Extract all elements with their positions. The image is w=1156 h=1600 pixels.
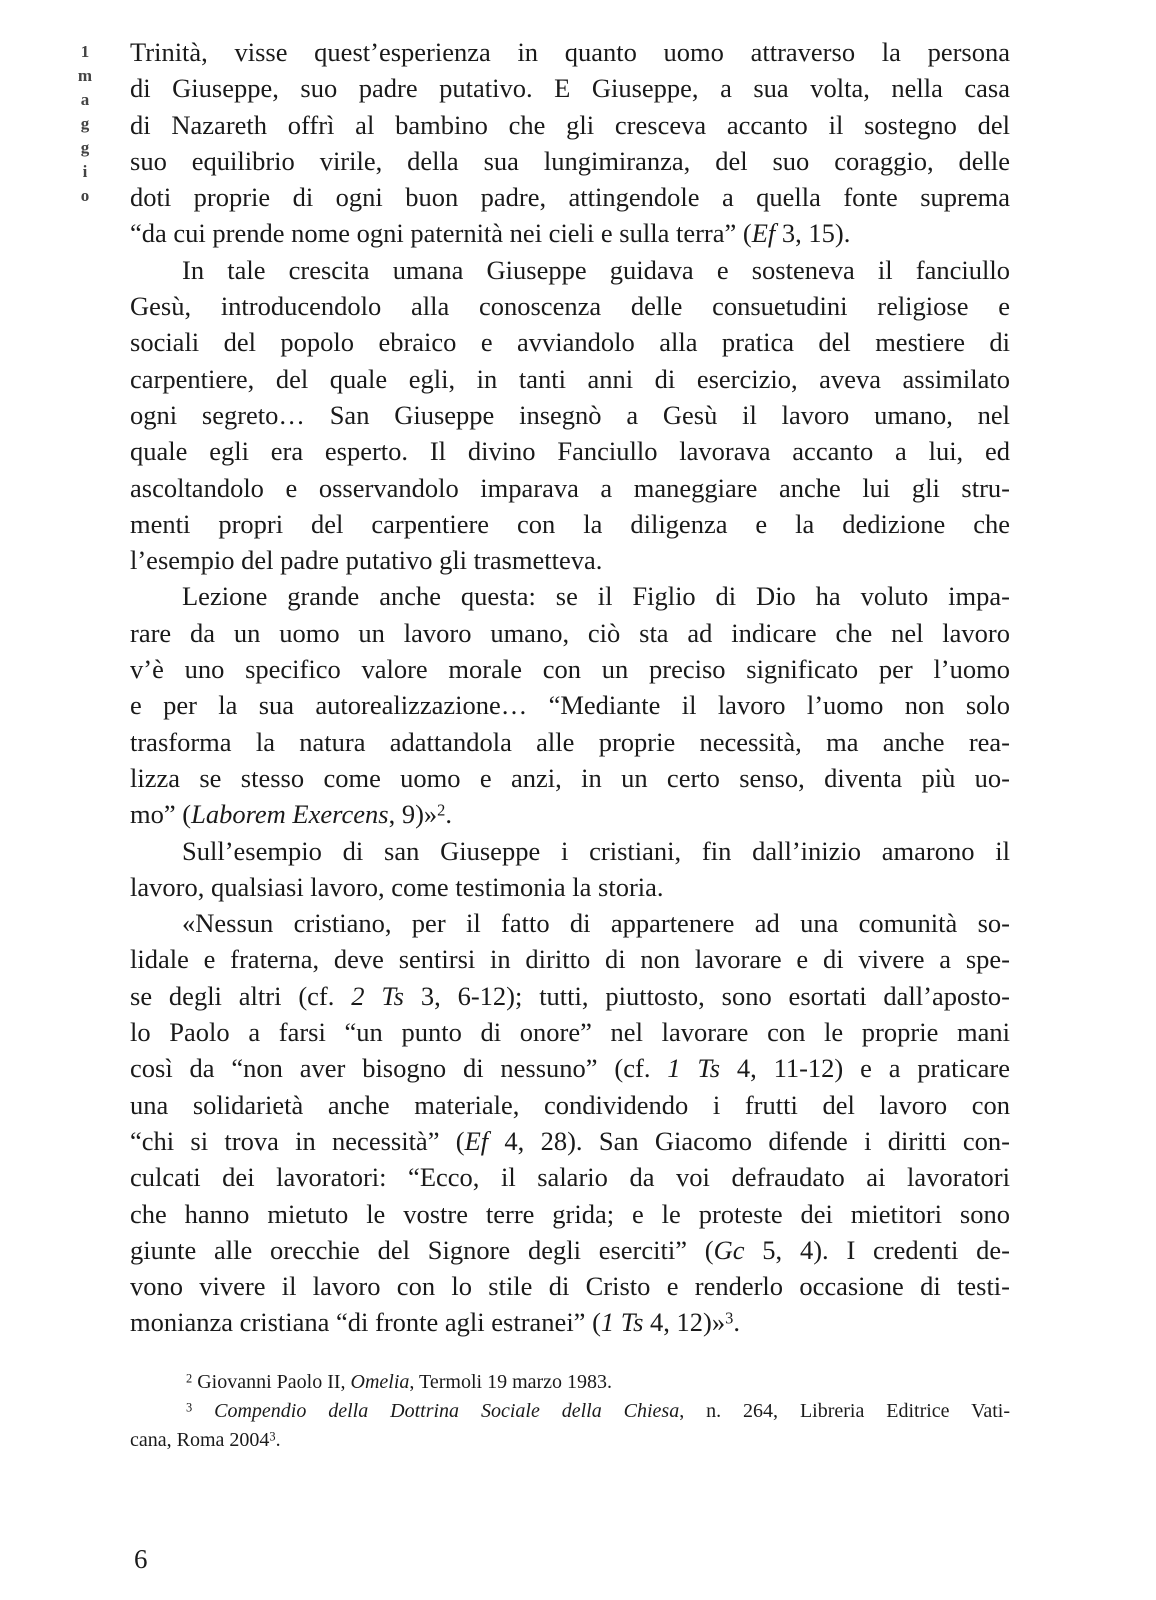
header-letter: o	[80, 186, 90, 205]
text-line: “chi si trova in necessità” (Ef 4, 28). San Giacomo difende i diritti con-	[130, 1125, 1010, 1156]
text-line: rare da un uomo un lavoro umano, ciò sta ad indicare che nel lavoro	[130, 617, 1010, 648]
text-line: così da “non aver bisogno di nessuno” (cf. 1 Ts 4, 11-12) e a praticare	[130, 1053, 1010, 1084]
footnote-line: $^3$ Compendio della Dottrina Sociale della Chiesa, n. 264, Libreria Editrice Vati-	[186, 1400, 1010, 1422]
text-line: “da cui prende nome ogni paternità nei cieli e sulla terra” (Ef 3, 15).	[130, 218, 851, 249]
text-line: trasforma la natura adattandola alle proprie necessità, ma anche rea-	[130, 726, 1010, 757]
footnote-line: cana, Roma 2004$^3$.	[130, 1429, 281, 1451]
page-number: 6	[134, 1544, 148, 1574]
text-line: lo Paolo a farsi “un punto di onore” nel lavorare con le proprie mani	[130, 1017, 1010, 1048]
text-line: l’esempio del padre putativo gli trasmetteva.	[130, 545, 603, 576]
text-line: In tale crescita umana Giuseppe guidava e sosteneva il fanciullo	[182, 254, 1010, 285]
main-text	[130, 34, 1010, 1341]
text-line: quale egli era esperto. Il divino Fanciullo lavorava accanto a lui, ed	[130, 436, 1010, 467]
text-line: «Nessun cristiano, per il fatto di appartenere ad una comunità so-	[182, 908, 1010, 939]
text-line: monianza cristiana “di fronte agli estranei” (1 Ts 4, 12)»$^3$.	[130, 1307, 740, 1338]
text-line: v’è uno specifico valore morale con un preciso significato per l’uomo	[130, 654, 1010, 685]
text-line: Lezione grande anche questa: se il Figlio di Dio ha voluto impa-	[182, 581, 1010, 612]
text-line: lidale e fraterna, deve sentirsi in diritto di non lavorare e di vivere a spe-	[130, 944, 1010, 975]
text-line: ogni segreto… San Giuseppe insegnò a Gesù il lavoro umano, nel	[130, 399, 1010, 430]
text-line: di Nazareth offrì al bambino che gli cresceva accanto il sostegno del	[130, 109, 1010, 140]
text-line: vono vivere il lavoro con lo stile di Cristo e renderlo occasione di testi-	[130, 1271, 1010, 1302]
text-line: che hanno mietuto le vostre terre grida; e le proteste dei mietitori sono	[130, 1198, 1010, 1229]
text-line: ascoltandolo e osservandolo imparava a maneggiare anche lui gli stru-	[130, 472, 1010, 503]
text-line: culcati dei lavoratori: “Ecco, il salario da voi defraudato ai lavoratori	[130, 1162, 1010, 1193]
header-letter: i	[82, 162, 88, 181]
text-line: se degli altri (cf. 2 Ts 3, 6-12); tutti, piuttosto, sono esortati dall’aposto-	[130, 980, 1010, 1011]
footnotes	[130, 1368, 1010, 1455]
text-line: lavoro, qualsiasi lavoro, come testimonia la storia.	[130, 871, 664, 902]
text-line: Trinità, visse quest’esperienza in quanto uomo attraverso la persona	[130, 37, 1010, 67]
text-line: carpentiere, del quale egli, in tanti anni di esercizio, aveva assimilato	[130, 363, 1010, 394]
footnote-line: $^2$ Giovanni Paolo II, Omelia, Termoli 19 marzo 1983.	[186, 1371, 613, 1393]
text-line: sociali del popolo ebraico e avviandolo alla pratica del mestiere di	[130, 327, 1010, 358]
header-letter: a	[80, 90, 90, 109]
text-line: doti proprie di ogni buon padre, attingendole a quella fonte suprema	[130, 182, 1010, 213]
text-line: Sull’esempio di san Giuseppe i cristiani, fin dall’inizio amarono il	[182, 835, 1010, 866]
header-letter: 1	[80, 42, 90, 61]
text-line: di Giuseppe, suo padre putativo. E Giuseppe, a sua volta, nella casa	[130, 73, 1010, 104]
header-letter: g	[80, 138, 90, 157]
text-line: lizza se stesso come uomo e anzi, in un certo senso, diventa più uo-	[130, 762, 1010, 793]
running-header-vertical	[74, 40, 96, 208]
text-line: una solidarietà anche materiale, condividendo i frutti del lavoro con	[130, 1089, 1010, 1120]
text-line: Gesù, introducendolo alla conoscenza delle consuetudini religiose e	[130, 291, 1010, 322]
text-line: e per la sua autorealizzazione… “Mediante il lavoro l’uomo non solo	[130, 690, 1010, 721]
text-line: suo equilibrio virile, della sua lungimiranza, del suo coraggio, delle	[130, 145, 1010, 176]
header-letter: m	[77, 66, 93, 85]
text-line: giunte alle orecchie del Signore degli eserciti” (Gc 5, 4). I credenti de-	[130, 1234, 1011, 1265]
text-line: menti propri del carpentiere con la diligenza e la dedizione che	[130, 508, 1010, 539]
text-line: mo” (Laborem Exercens, 9)»$^2$.	[130, 799, 452, 830]
header-letter: g	[80, 114, 90, 133]
